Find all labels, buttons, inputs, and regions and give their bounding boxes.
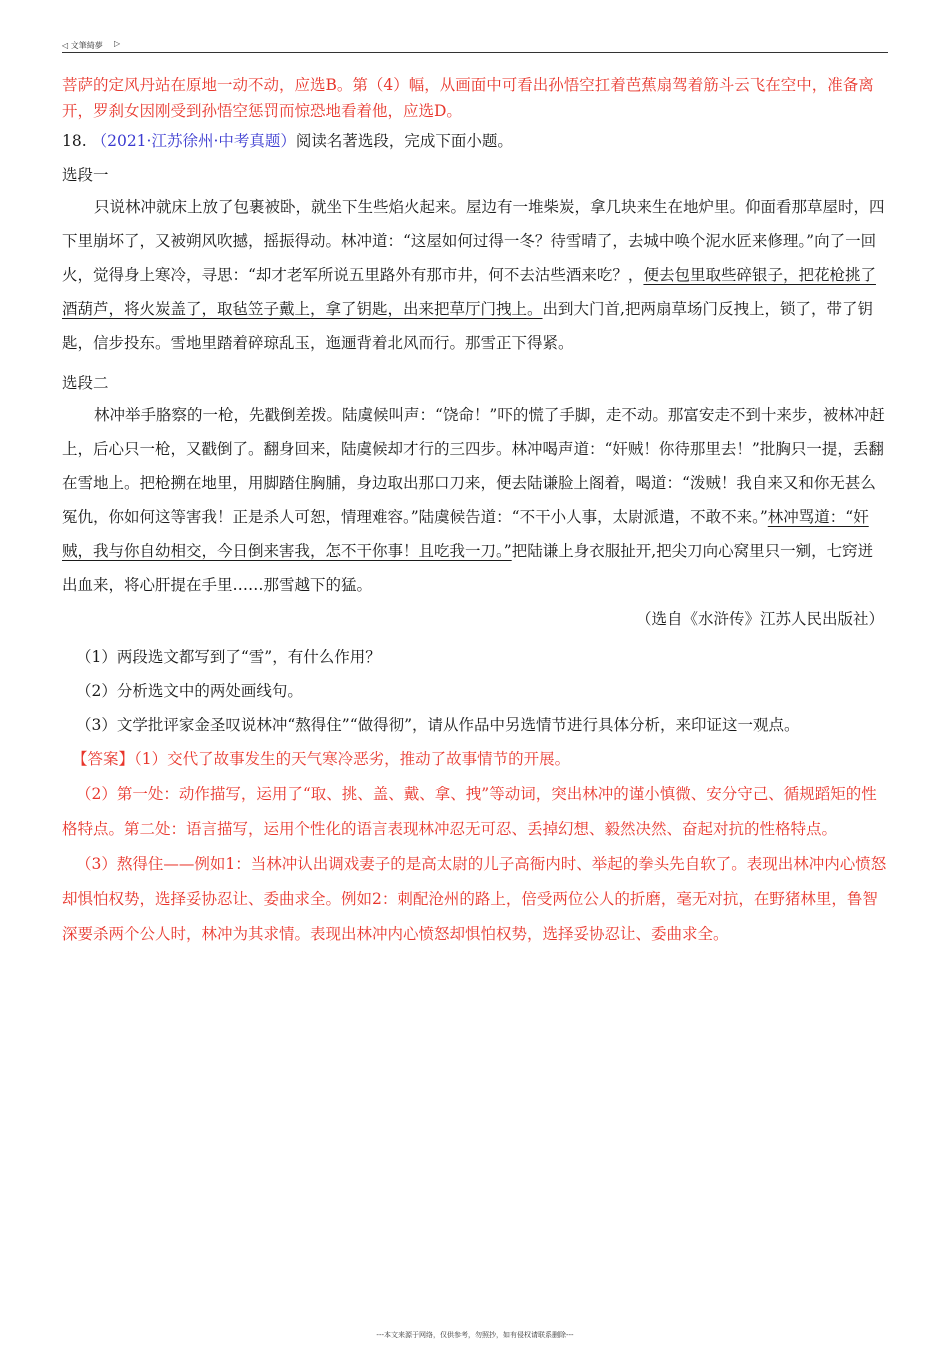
question-source: （2021·江苏徐州·中考真题） [91, 132, 296, 150]
passage1-text [62, 190, 888, 360]
page-footer: ---本文来源于网络，仅供参考，勿照抄，如有侵权请联系删除--- [376, 1331, 574, 1339]
subquestion-3: （3）文学批评家金圣叹说林冲“熬得住”“做得彻”，请从作品中另选情节进行具体分析，来印证这一观点。 [76, 716, 800, 734]
question-header [62, 128, 888, 154]
answer-1 [62, 742, 888, 777]
subquestion-2: （2）分析选文中的两处画线句。 [76, 682, 303, 700]
header-arrow-icon: ▷ [114, 39, 121, 48]
header-logo-text: ◁ 文筆綺夢 [62, 41, 103, 50]
subquestion-1: （1）两段选文都写到了“雪”，有什么作用？ [76, 648, 381, 666]
answer-label: 【答案】 [72, 750, 135, 768]
passage2-title: 选段二 [62, 374, 109, 392]
passage1-underlined: 便去包里取些碎银子，把花枪挑了酒葫芦，将火炭盖了，取毡笠子戴上，拿了钥匙，出来把草厅门拽上。 [62, 266, 876, 318]
passage1-title: 选段一 [62, 166, 109, 184]
document-body [62, 72, 888, 952]
question-prompt: 阅读名著选段，完成下面小题。 [295, 132, 513, 150]
passage1-after: 出到大门首,把两扇草场门反拽上，锁了，带了钥匙，信步投东。雪地里踏着碎琼乱玉，迤逦背着北风而行。那雪正下得紧。 [62, 300, 873, 352]
answer-2: （2）第一处：动作描写，运用了“取、挑、盖、戴、拿、拽”等动词，突出林冲的谨小慎微、安分守己、循规蹈矩的性格特点。第二处：语言描写，运用个性化的语言表现林冲忍无可忍、丢掉幻想、毅然决然、奋起对抗的性格特点。 [62, 785, 877, 838]
passage2-before: 林冲举手胳察的一枪，先戳倒差拨。陆虞候叫声：“饶命！”吓的慌了手脚，走不动。那富安走不到十来步，被林冲赶上，后心只一枪，又戳倒了。翻身回来，陆虞候却才行的三四步。林冲喝声道：“奸贼！你待那里去！”批胸只一提，丢翻在雪地上。把枪搠在地里，用脚踏住胸脯，身边取出那口刀来，便去陆谦脸上阁着，喝道：“泼贼！我自来又和你无甚么冤仇，你如何这等害我！正是杀人可恕，情理难容。”陆虞候告道：“不干小人事，太尉派遣，不敢不来。” [62, 406, 885, 526]
passage2-underlined: 林冲骂道：“奸贼，我与你自幼相交，今日倒来害我，怎不干你事！且吃我一刀。” [62, 508, 869, 560]
passage2-text [62, 398, 888, 602]
answer-1-text: （1）交代了故事发生的天气寒冷恶劣，推动了故事情节的开展。 [134, 750, 571, 768]
passage2-citation: （选自《水浒传》江苏人民出版社） [635, 610, 884, 628]
passage2-after: 把陆谦上身衣服扯开,把尖刀向心窝里只一剜，七窍迸出血来，将心肝提在手里……那雪越下的猛。 [62, 542, 874, 594]
page-header [62, 38, 888, 53]
question-number: 18. [62, 132, 87, 150]
answer-3: （3）熬得住——例如1：当林冲认出调戏妻子的是高太尉的儿子高衙内时、举起的拳头先自软了。表现出林冲内心愤怒却惧怕权势，选择妥协忍让、委曲求全。例如2：刺配沧州的路上，倍受两位公人的折磨，毫无对抗，在野猪林里，鲁智深要杀两个公人时，林冲为其求情。表现出林冲内心愤怒却惧怕权势，选择妥协忍让、委曲求全。 [62, 855, 887, 943]
passage1-before: 只说林冲就床上放了包裹被卧，就坐下生些焰火起来。屋边有一堆柴炭，拿几块来生在地炉里。仰面看那草屋时，四下里崩坏了，又被朔风吹撼，摇振得动。林冲道：“这屋如何过得一冬？待雪晴了，去城中唤个泥水匠来修理。”向了一回火，觉得身上寒冷，寻思：“却才老军所说五里路外有那市井，何不去沽些酒来吃？， [62, 198, 885, 284]
intro-answer: 菩萨的定风丹站在原地一动不动，应选B。第（4）幅，从画面中可看出孙悟空扛着芭蕉扇驾着筋斗云飞在空中，准备离开，罗刹女因刚受到孙悟空惩罚而惊恐地看着他，应选D。 [62, 76, 874, 120]
